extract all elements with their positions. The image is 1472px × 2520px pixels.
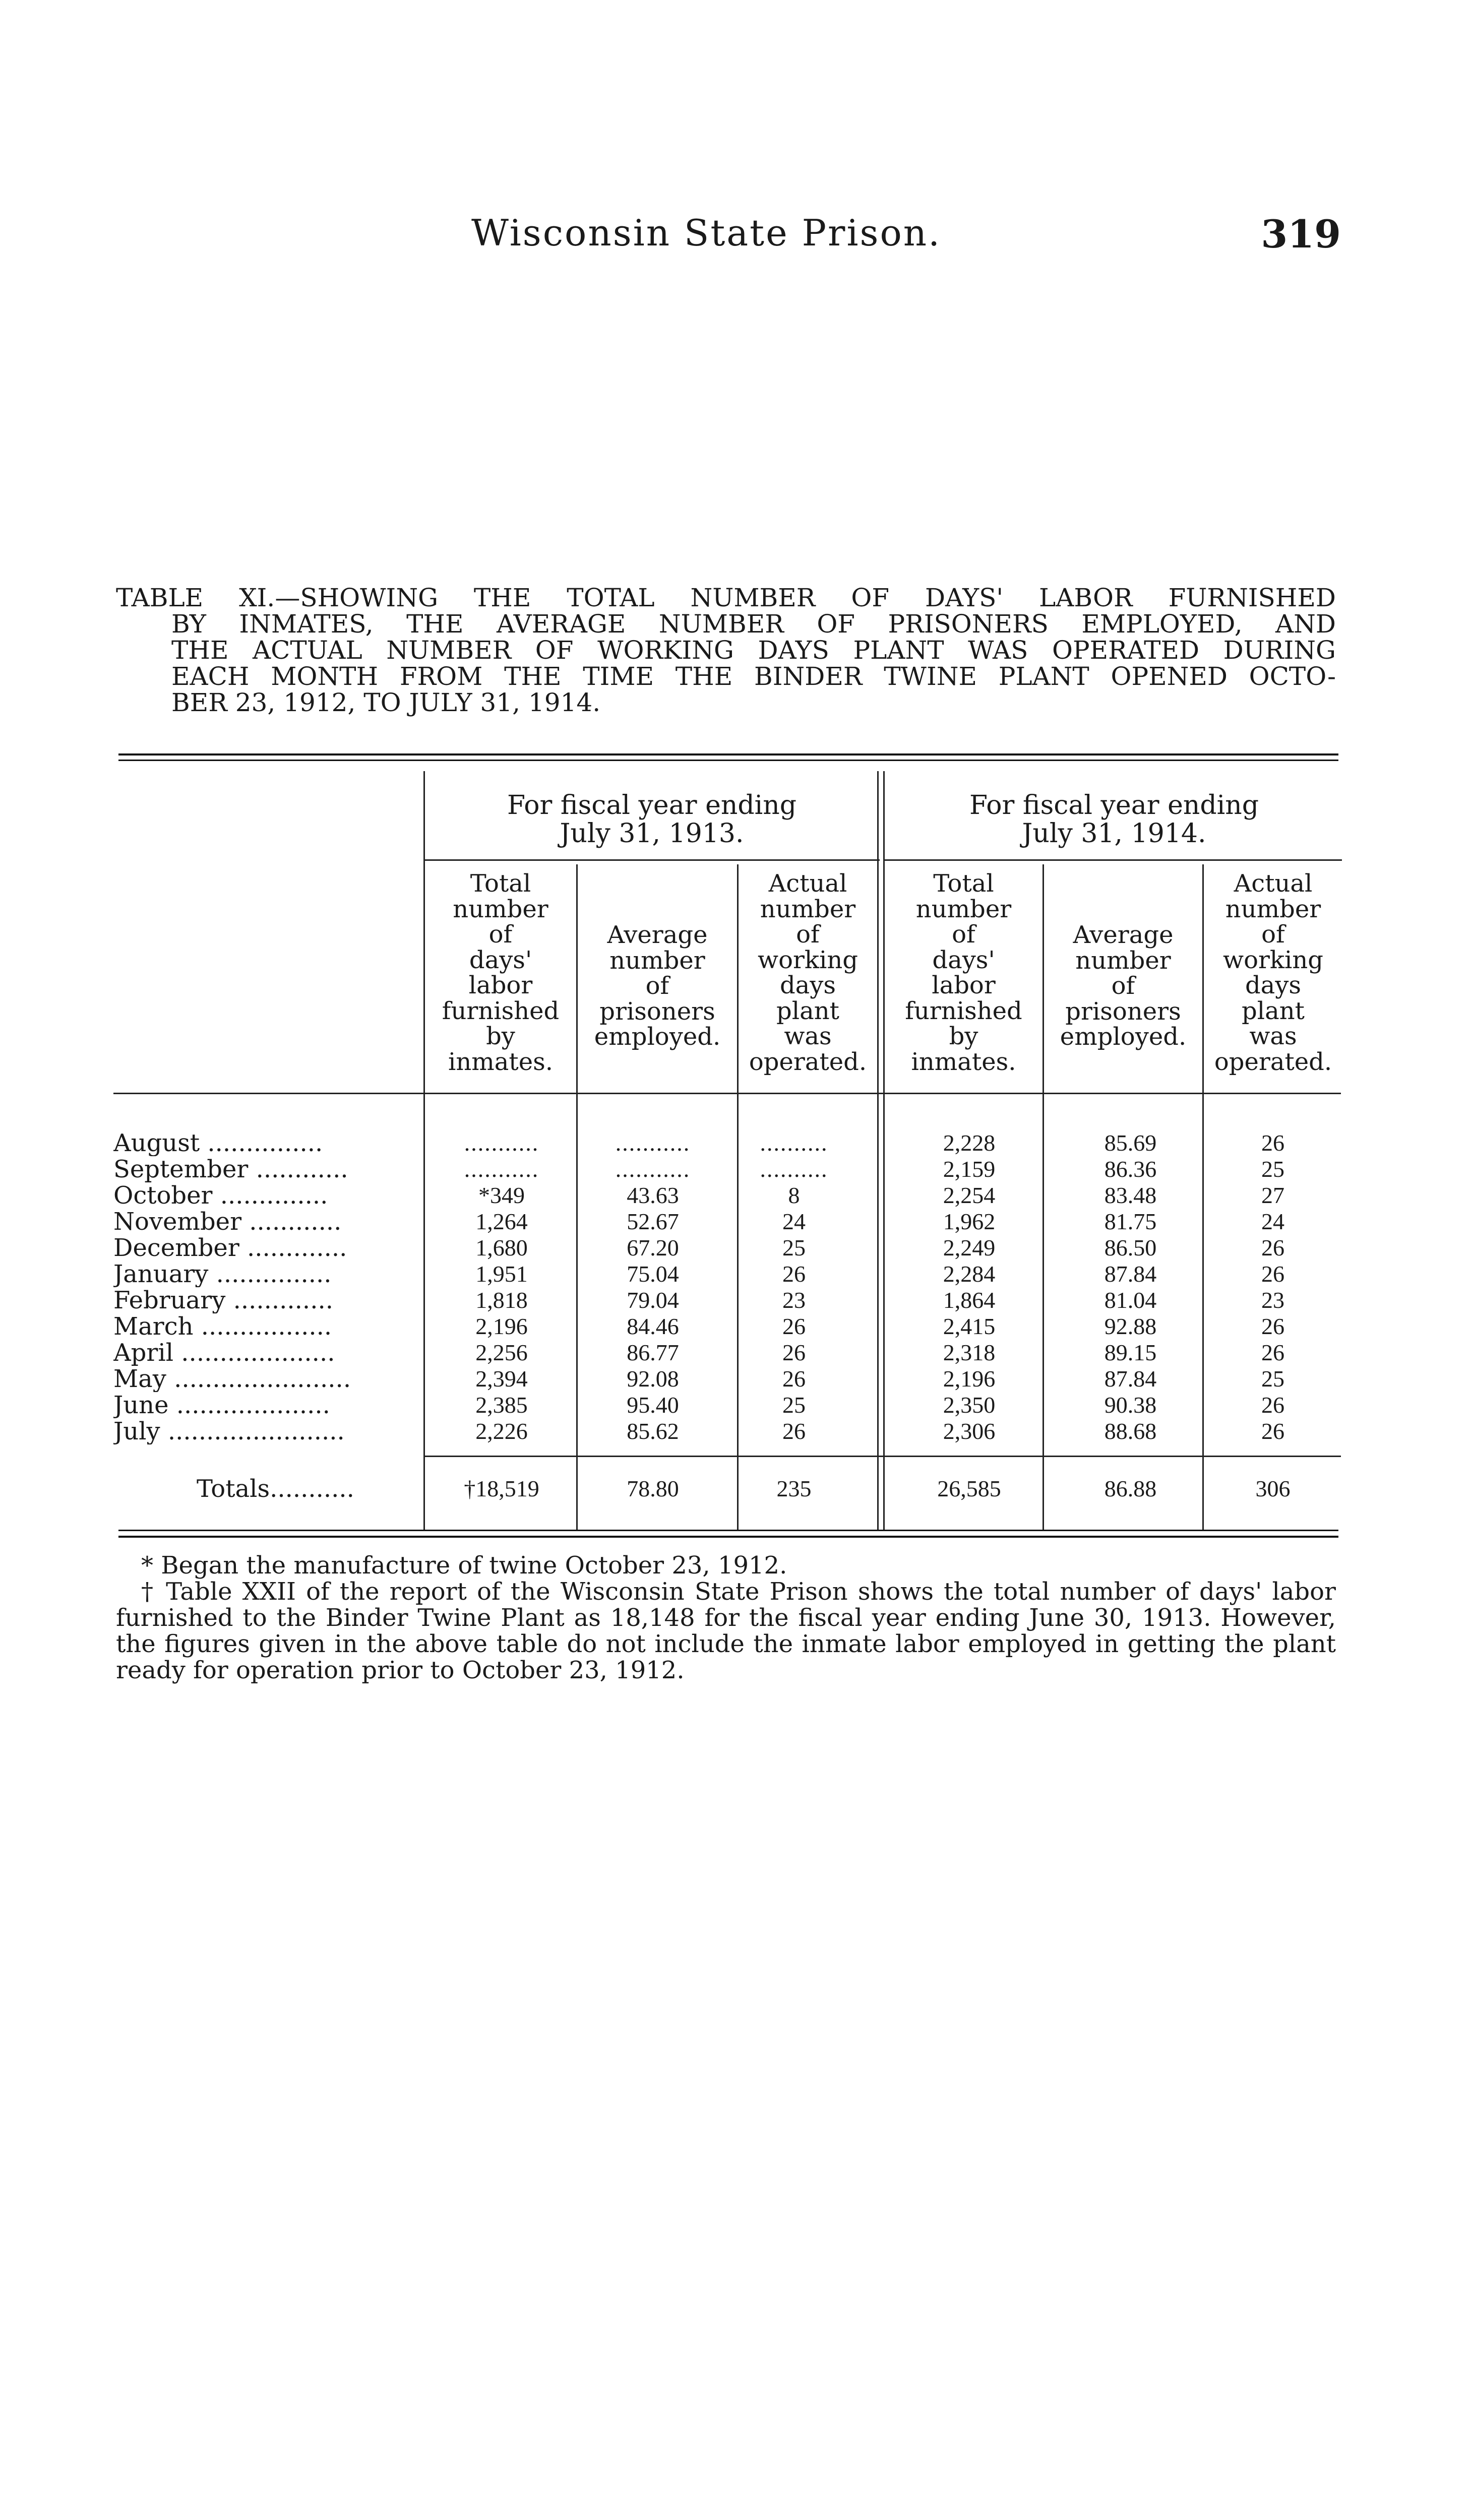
- cell-average-1913: 78.80: [627, 1476, 679, 1501]
- cell-total-1913: 2,196: [475, 1313, 528, 1339]
- table-row: [113, 1287, 1343, 1313]
- cell-actual-1914: 25: [1261, 1366, 1284, 1392]
- cell-total-1913: 1,264: [475, 1209, 528, 1234]
- cell-average-1914: 81.04: [1104, 1287, 1157, 1313]
- table-bottom-rule: [118, 1530, 1338, 1531]
- group-heading-1914: For fiscal year ending July 31, 1914.: [969, 790, 1259, 849]
- cell-average-1914: 87.84: [1104, 1261, 1157, 1287]
- cell-average-1913: ...........: [615, 1156, 691, 1182]
- cell-average-1913: 84.46: [627, 1313, 679, 1339]
- cell-actual-1913: 8: [788, 1182, 800, 1208]
- cell-total-1913: ...........: [464, 1156, 539, 1182]
- cell-average-1913: 75.04: [627, 1261, 679, 1287]
- cell-total-1914: 2,318: [943, 1340, 996, 1365]
- cell-total-1914: 2,249: [943, 1235, 996, 1261]
- cell-average-1914: 86.50: [1104, 1235, 1157, 1261]
- table-title-line: BER 23, 1912, TO JULY 31, 1914.: [171, 688, 601, 717]
- row-month: August ...............: [113, 1130, 323, 1156]
- cell-actual-1913: 235: [776, 1476, 812, 1501]
- cell-total-1913: 1,951: [475, 1261, 528, 1287]
- table-top-rule-inner: [118, 760, 1338, 761]
- col-heading-total-1913: Total number of days' labor furnished by inmates.: [442, 869, 560, 1076]
- group-underline: [423, 859, 880, 861]
- cell-total-1913: *349: [478, 1182, 525, 1208]
- cell-actual-1914: 24: [1261, 1209, 1284, 1234]
- table-row: [113, 1418, 1343, 1444]
- col-heading-average-1913: Average number of prisoners employed.: [594, 921, 721, 1051]
- page-number: 319: [1261, 212, 1341, 257]
- col-heading-average-1914: Average number of prisoners employed.: [1060, 921, 1187, 1051]
- cell-actual-1913: ..........: [760, 1130, 828, 1156]
- cell-average-1914: 81.75: [1104, 1209, 1157, 1234]
- cell-total-1913: 1,818: [475, 1287, 528, 1313]
- cell-actual-1913: 26: [782, 1261, 806, 1287]
- cell-total-1914: 2,350: [943, 1392, 996, 1418]
- totals-row: [113, 1476, 1343, 1502]
- table-title-line: TABLE XI.—SHOWING THE TOTAL NUMBER OF DAYS' LABOR FURNISHED: [116, 583, 1336, 612]
- row-month: September ............: [113, 1156, 348, 1182]
- footnotes: [116, 1552, 1336, 1683]
- table-title: [116, 585, 1336, 716]
- cell-total-1914: 26,585: [937, 1476, 1001, 1501]
- col-heading-actual-1914: Actual number of working days plant was operated.: [1214, 869, 1332, 1076]
- table-row: [113, 1130, 1343, 1156]
- cell-total-1914: 2,159: [943, 1156, 996, 1182]
- col-heading-total-1914: Total number of days' labor furnished by inmates.: [905, 869, 1022, 1076]
- row-month: October ..............: [113, 1182, 328, 1209]
- cell-actual-1914: 26: [1261, 1261, 1284, 1287]
- row-month: April ....................: [113, 1340, 335, 1366]
- cell-total-1913: 2,256: [475, 1340, 528, 1365]
- cell-total-1914: 2,415: [943, 1313, 996, 1339]
- table-row: [113, 1313, 1343, 1340]
- cell-total-1914: 2,306: [943, 1418, 996, 1444]
- cell-total-1914: 2,196: [943, 1366, 996, 1392]
- cell-average-1914: 85.69: [1104, 1130, 1157, 1156]
- cell-average-1914: 89.15: [1104, 1340, 1157, 1365]
- table-bottom-rule-outer: [118, 1536, 1338, 1538]
- table-title-line: BY INMATES, THE AVERAGE NUMBER OF PRISONERS EMPLOYED, AND: [171, 609, 1336, 639]
- cell-average-1913: 92.08: [627, 1366, 679, 1392]
- totals-label: Totals...........: [197, 1476, 354, 1502]
- cell-average-1913: 52.67: [627, 1209, 679, 1234]
- cell-average-1913: 95.40: [627, 1392, 679, 1418]
- running-title: Wisconsin State Prison.: [471, 212, 942, 254]
- cell-average-1913: 86.77: [627, 1340, 679, 1365]
- footnote-dagger: † Table XXII of the report of the Wisconsin State Prison shows the total number of days' labor furnished to the Binder Twine Plant as 18,148 for the fiscal year ending June 30, 1913. However, the figures given in the above table do not include the inmate labor employed in getting the plant ready for operation prior to October 23, 1912.: [116, 1578, 1336, 1684]
- row-month: June ....................: [113, 1392, 330, 1418]
- cell-average-1914: 87.84: [1104, 1366, 1157, 1392]
- cell-actual-1914: 27: [1261, 1182, 1284, 1208]
- cell-total-1914: 2,284: [943, 1261, 996, 1287]
- row-month: November ............: [113, 1209, 342, 1235]
- cell-actual-1914: 26: [1261, 1130, 1284, 1156]
- group-heading-1913: For fiscal year ending July 31, 1913.: [507, 790, 797, 849]
- cell-total-1913: 2,394: [475, 1366, 528, 1392]
- row-month: May .......................: [113, 1366, 351, 1392]
- table-row: [113, 1366, 1343, 1392]
- table-title-line: THE ACTUAL NUMBER OF WORKING DAYS PLANT WAS OPERATED DURING: [171, 636, 1336, 665]
- cell-actual-1913: 25: [782, 1235, 806, 1261]
- table-row: [113, 1261, 1343, 1287]
- cell-total-1913: †18,519: [464, 1476, 539, 1501]
- cell-total-1914: 2,228: [943, 1130, 996, 1156]
- cell-actual-1913: 26: [782, 1418, 806, 1444]
- cell-actual-1914: 26: [1261, 1313, 1284, 1339]
- cell-actual-1913: ..........: [760, 1156, 828, 1182]
- row-month: December .............: [113, 1235, 347, 1261]
- cell-actual-1914: 25: [1261, 1156, 1284, 1182]
- cell-average-1913: 85.62: [627, 1418, 679, 1444]
- cell-actual-1913: 23: [782, 1287, 806, 1313]
- cell-actual-1913: 26: [782, 1313, 806, 1339]
- cell-total-1914: 2,254: [943, 1182, 996, 1208]
- cell-total-1914: 1,864: [943, 1287, 996, 1313]
- cell-actual-1913: 25: [782, 1392, 806, 1418]
- cell-average-1914: 86.36: [1104, 1156, 1157, 1182]
- cell-average-1913: 79.04: [627, 1287, 679, 1313]
- col-heading-actual-1913: Actual number of working days plant was operated.: [749, 869, 867, 1076]
- cell-total-1913: 2,226: [475, 1418, 528, 1444]
- running-head: [0, 212, 1341, 267]
- cell-average-1914: 90.38: [1104, 1392, 1157, 1418]
- table-row: [113, 1209, 1343, 1235]
- cell-actual-1914: 306: [1255, 1476, 1291, 1501]
- cell-total-1913: 2,385: [475, 1392, 528, 1418]
- table-row: [113, 1235, 1343, 1261]
- cell-actual-1914: 26: [1261, 1392, 1284, 1418]
- table-row: [113, 1182, 1343, 1209]
- cell-average-1913: 43.63: [627, 1182, 679, 1208]
- table-top-rule: [118, 753, 1338, 755]
- cell-actual-1914: 26: [1261, 1340, 1284, 1365]
- cell-average-1914: 88.68: [1104, 1418, 1157, 1444]
- cell-actual-1913: 24: [782, 1209, 806, 1234]
- table-row: [113, 1340, 1343, 1366]
- row-month: January ...............: [113, 1261, 332, 1287]
- cell-average-1914: 86.88: [1104, 1476, 1157, 1501]
- cell-actual-1914: 23: [1261, 1287, 1284, 1313]
- cell-average-1914: 92.88: [1104, 1313, 1157, 1339]
- cell-average-1913: 67.20: [627, 1235, 679, 1261]
- group-underline: [883, 859, 1342, 861]
- totals-rule: [423, 1456, 1341, 1457]
- row-month: March .................: [113, 1313, 332, 1340]
- cell-average-1913: ...........: [615, 1130, 691, 1156]
- table-row: [113, 1156, 1343, 1182]
- row-month: February .............: [113, 1287, 333, 1313]
- cell-actual-1914: 26: [1261, 1235, 1284, 1261]
- cell-actual-1914: 26: [1261, 1418, 1284, 1444]
- row-month: July .......................: [113, 1418, 345, 1444]
- cell-actual-1913: 26: [782, 1366, 806, 1392]
- table-row: [113, 1392, 1343, 1418]
- cell-total-1913: 1,680: [475, 1235, 528, 1261]
- header-bottom-rule: [113, 1093, 1341, 1094]
- cell-actual-1913: 26: [782, 1340, 806, 1365]
- footnote-asterisk: * Began the manufacture of twine October 23, 1912.: [141, 1551, 787, 1580]
- cell-total-1914: 1,962: [943, 1209, 996, 1234]
- cell-average-1914: 83.48: [1104, 1182, 1157, 1208]
- table-title-line: EACH MONTH FROM THE TIME THE BINDER TWINE PLANT OPENED OCTO-: [171, 662, 1336, 691]
- cell-total-1913: ...........: [464, 1130, 539, 1156]
